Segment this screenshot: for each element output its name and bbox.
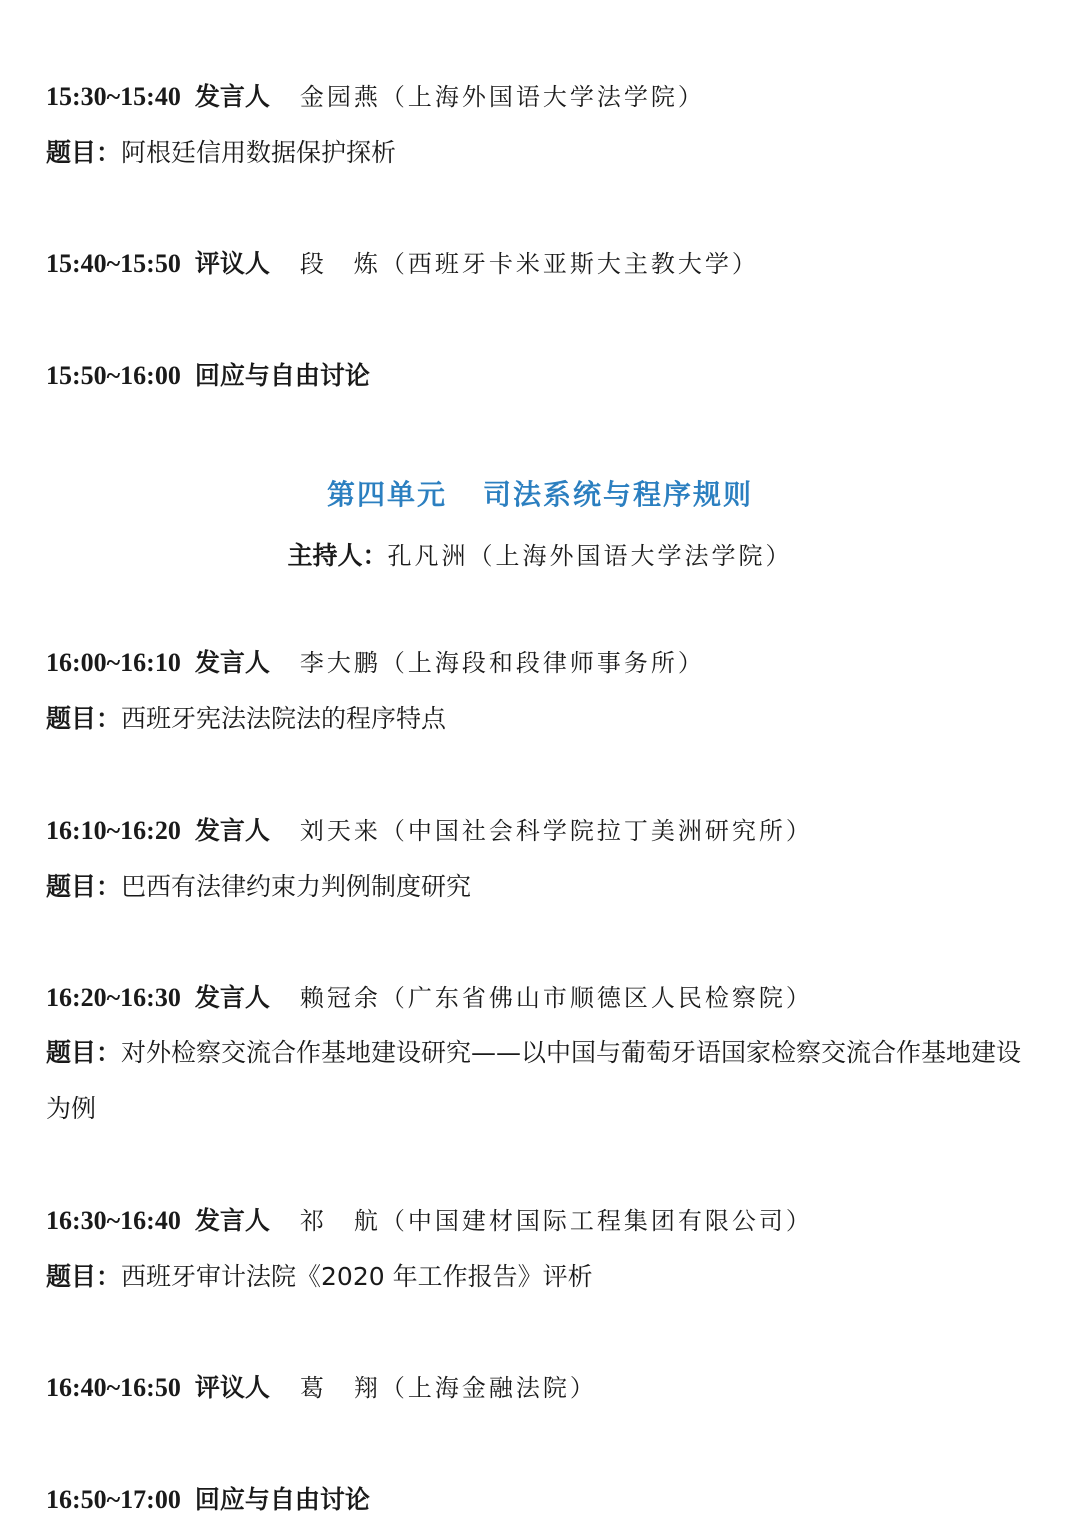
session-person: 祁 航（中国建材国际工程集团有限公司） [299, 1207, 813, 1235]
session-topic [46, 138, 1040, 168]
session-role: 发言人 [194, 1206, 270, 1235]
session-role: 发言人 [194, 648, 270, 677]
session-topic [46, 1262, 1040, 1292]
session-role: 发言人 [194, 983, 270, 1012]
session-person: 刘天来（中国社会科学院拉丁美洲研究所） [299, 817, 813, 845]
topic-text: 西班牙宪法法院法的程序特点 [121, 704, 447, 733]
topic-label: 题目： [46, 872, 122, 901]
unit-name: 司法系统与程序规则 [483, 478, 754, 511]
session-header [46, 82, 1040, 112]
topic-text: 西班牙审计法院《2020 年工作报告》评析 [121, 1262, 593, 1291]
moderator [0, 536, 1080, 572]
session-time: 15:30~15:40 [46, 82, 181, 111]
session-person: 赖冠余（广东省佛山市顺德区人民检察院） [299, 984, 813, 1012]
session-time: 16:10~16:20 [46, 816, 181, 845]
session-time: 15:40~15:50 [46, 249, 181, 278]
session-topic [46, 872, 1040, 902]
session-topic [46, 1025, 1040, 1137]
session-header [46, 249, 1040, 279]
discussion-label: 回应与自由讨论 [194, 1485, 370, 1514]
session-header [46, 983, 1040, 1013]
topic-text: 对外检察交流合作基地建设研究——以中国与葡萄牙语国家检察交流合作基地建设为例 [46, 1038, 1022, 1123]
session-header [46, 816, 1040, 846]
topic-label: 题目： [46, 138, 122, 167]
session-header [46, 1373, 1040, 1403]
session-person: 葛 翔（上海金融法院） [299, 1374, 597, 1402]
moderator-name: 孔凡洲（上海外国语大学法学院） [387, 542, 793, 570]
session-role: 评议人 [194, 1373, 270, 1402]
session-topic [46, 704, 1040, 734]
session-time: 16:30~16:40 [46, 1206, 181, 1235]
topic-text: 巴西有法律约束力判例制度研究 [121, 872, 472, 901]
unit-number: 第四单元 [326, 478, 447, 511]
topic-label: 题目： [46, 704, 122, 733]
session-person: 李大鹏（上海段和段律师事务所） [299, 649, 705, 677]
session-header [46, 648, 1040, 678]
session-header [46, 1485, 1040, 1515]
session-time: 15:50~16:00 [46, 361, 181, 390]
session-role: 评议人 [194, 249, 270, 278]
unit-title [0, 473, 1080, 513]
session-role: 发言人 [194, 816, 270, 845]
topic-label: 题目： [46, 1038, 122, 1067]
moderator-label: 主持人： [287, 541, 388, 570]
discussion-label: 回应与自由讨论 [194, 361, 370, 390]
topic-text: 阿根廷信用数据保护探析 [121, 138, 397, 167]
session-header [46, 361, 1040, 391]
session-person: 段 炼（西班牙卡米亚斯大主教大学） [299, 250, 759, 278]
session-time: 16:40~16:50 [46, 1373, 181, 1402]
session-role: 发言人 [194, 82, 270, 111]
session-header [46, 1206, 1040, 1236]
session-time: 16:20~16:30 [46, 983, 181, 1012]
session-time: 16:50~17:00 [46, 1485, 181, 1514]
topic-label: 题目： [46, 1262, 122, 1291]
session-person: 金园燕（上海外国语大学法学院） [299, 83, 705, 111]
session-time: 16:00~16:10 [46, 648, 181, 677]
